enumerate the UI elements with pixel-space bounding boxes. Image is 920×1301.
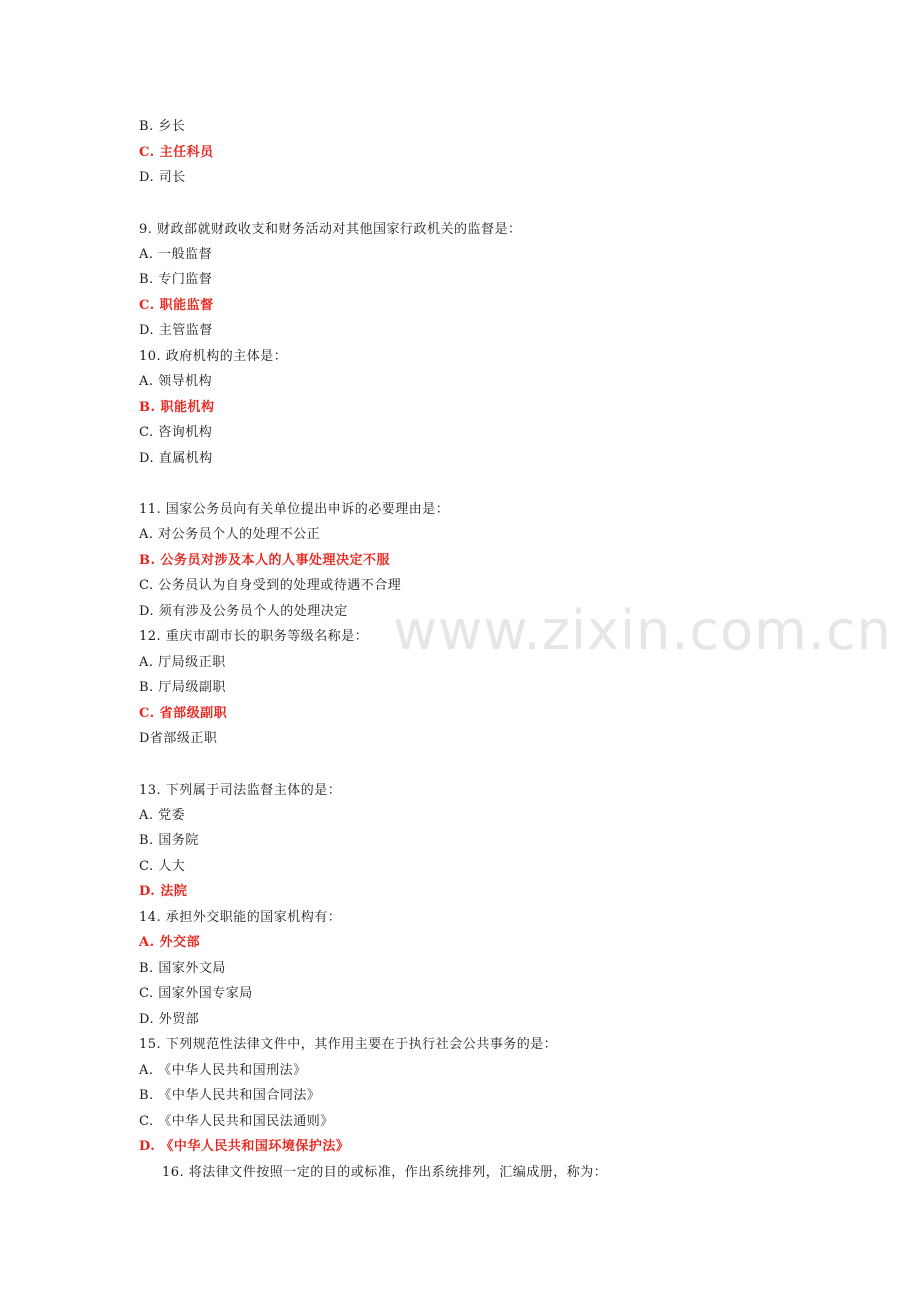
option-line: A. 领导机构 [139,374,213,389]
option-line: C. 公务员认为自身受到的处理或待遇不合理 [139,578,402,593]
option-line: B. 国务院 [139,833,199,848]
option-line: A. 厅局级正职 [139,655,226,670]
answer-line: C. 主任科员 [139,145,214,160]
answer-line: D. 法院 [139,884,188,899]
question-line: 9. 财政部就财政收支和财务活动对其他国家行政机关的监督是： [139,222,522,237]
question-line: 10. 政府机构的主体是： [139,349,288,364]
answer-line: B. 职能机构 [139,400,215,415]
option-line: A. 对公务员个人的处理不公正 [139,527,321,542]
watermark: www.zixin.com.cn [393,599,892,662]
option-line: A. 一般监督 [139,247,213,262]
question-line: 11. 国家公务员向有关单位提出申诉的必要理由是： [139,502,450,517]
option-line: A. 《中华人民共和国刑法》 [139,1063,307,1078]
question-line: 12. 重庆市副市长的职务等级名称是： [139,629,369,644]
option-line: B. 乡长 [139,119,186,134]
option-line: D. 司长 [139,170,186,185]
question-line: 13. 下列属于司法监督主体的是： [139,783,342,798]
option-line: D. 主管监督 [139,323,213,338]
option-line: C. 国家外国专家局 [139,986,253,1001]
answer-line: C. 职能监督 [139,298,214,313]
question-line: 15. 下列规范性法律文件中，其作用主要在于执行社会公共事务的是： [139,1037,558,1052]
option-line: D. 须有涉及公务员个人的处理决定 [139,604,348,619]
option-line: D. 直属机构 [139,451,213,466]
option-line: C. 人大 [139,859,186,874]
option-line: B. 国家外文局 [139,961,226,976]
answer-line: B. 公务员对涉及本人的人事处理决定不服 [139,553,391,568]
option-line: D省部级正职 [139,731,218,746]
option-line: D. 外贸部 [139,1012,200,1027]
question-line: 14. 承担外交职能的国家机构有： [139,910,342,925]
answer-line: C. 省部级副职 [139,706,228,721]
answer-line: A. 外交部 [139,935,201,950]
option-line: C. 咨询机构 [139,425,213,440]
option-line: A. 党委 [139,808,186,823]
option-line: B. 厅局级副职 [139,680,226,695]
answer-line: D. 《中华人民共和国环境保护法》 [139,1139,350,1154]
option-line: C. 《中华人民共和国民法通则》 [139,1114,334,1129]
question-line: 16. 将法律文件按照一定的目的或标准，作出系统排列，汇编成册，称为： [162,1165,608,1180]
option-line: B. 《中华人民共和国合同法》 [139,1088,321,1103]
option-line: B. 专门监督 [139,272,213,287]
